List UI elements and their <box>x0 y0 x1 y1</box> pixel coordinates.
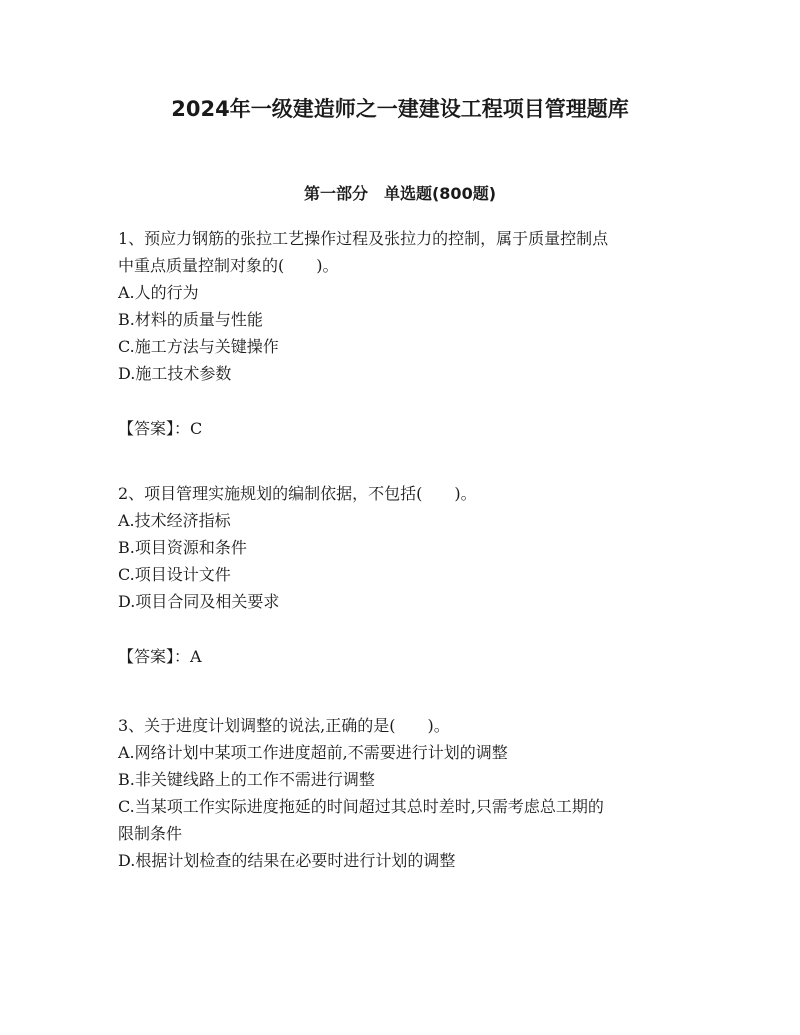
question-3-option-c-continued: 限制条件 <box>118 824 183 843</box>
question-2-answer <box>118 643 698 670</box>
question-1-option-d: D.施工技术参数 <box>118 364 232 383</box>
question-1-option-c: C.施工方法与关键操作 <box>118 337 279 356</box>
question-1 <box>118 225 698 442</box>
question-2-option-a: A.技术经济指标 <box>118 511 231 530</box>
question-2-option-d: D.项目合同及相关要求 <box>118 592 280 611</box>
question-3-option-a: A.网络计划中某项工作进度超前,不需要进行计划的调整 <box>118 743 508 762</box>
question-1-option-b: B.材料的质量与性能 <box>118 310 263 329</box>
question-1-option-a: A.人的行为 <box>118 283 199 302</box>
question-1-answer-value: C <box>190 419 203 438</box>
question-2-answer-value: A <box>190 647 202 666</box>
question-2-stem-line-1: 2、项目管理实施规划的编制依据，不包括( )。 <box>118 484 477 503</box>
question-1-answer-label: 【答案】： <box>118 419 191 438</box>
question-3-option-c: C.当某项工作实际进度拖延的时间超过其总时差时,只需考虑总工期的 <box>118 797 604 816</box>
question-2-option-c: C.项目设计文件 <box>118 565 231 584</box>
question-3 <box>118 712 698 874</box>
question-3-stem-line-1: 3、关于进度计划调整的说法,正确的是( )。 <box>118 716 450 735</box>
question-2-answer-label: 【答案】： <box>118 647 191 666</box>
document-title: 2024年一级建造师之一建建设工程项目管理题库 <box>171 97 629 121</box>
question-2-option-b: B.项目资源和条件 <box>118 538 247 557</box>
question-1-stem-line-1: 1、预应力钢筋的张拉工艺操作过程及张拉力的控制，属于质量控制点 <box>118 229 609 248</box>
question-1-answer <box>118 415 698 442</box>
section-title: 第一部分 单选题(800题) <box>303 184 497 203</box>
question-1-stem-line-2: 中重点质量控制对象的( )。 <box>118 256 339 275</box>
question-2 <box>118 480 698 670</box>
question-3-option-d: D.根据计划检查的结果在必要时进行计划的调整 <box>118 851 456 870</box>
question-3-option-b: B.非关键线路上的工作不需进行调整 <box>118 770 375 789</box>
